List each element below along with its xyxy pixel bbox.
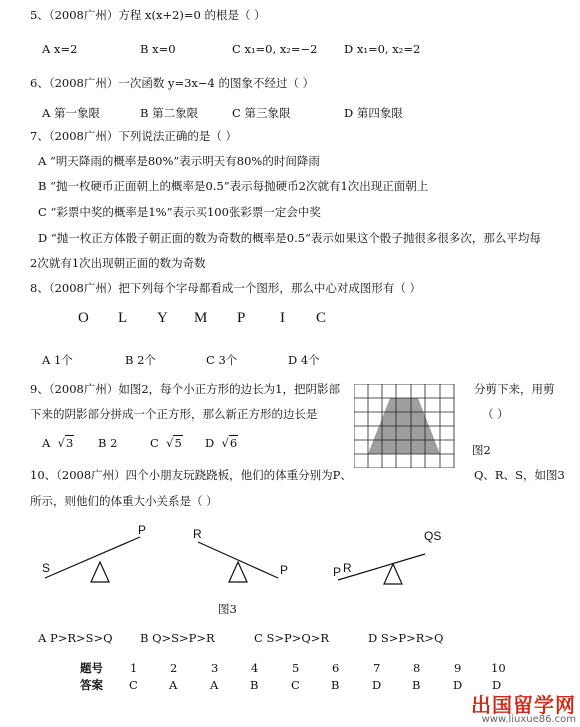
q5-option-d: D x₁=0, x₂=2 [344, 42, 421, 56]
answer-num: 1 [130, 661, 138, 675]
q8-option-d: D 4个 [288, 353, 320, 367]
answer-num: 7 [373, 661, 381, 675]
seesaw-2-fulcrum [229, 562, 247, 582]
seesaw-3-right-label: QS [424, 529, 442, 543]
seesaw-1-plank [45, 537, 140, 578]
q6-option-c: C 第三象限 [232, 106, 291, 120]
answer-value: A [210, 678, 219, 692]
q7-option-a: A “明天降雨的概率是80%”表示明天有80%的时间降雨 [38, 154, 320, 168]
seesaw-1-left-label: S [42, 561, 51, 575]
q9-option-d [205, 438, 238, 450]
letter-l: L [118, 310, 128, 326]
q9-stem-line2: 下来的阴影部分拼成一个正方形，那么新正方形的边长是 [30, 407, 318, 421]
q7-option-b: B “抛一枚硬币正面朝上的概率是0.5”表示每抛硬币2次就有1次出现正面朝上 [38, 179, 429, 193]
q10-option-b: B Q>S>P>R [140, 631, 215, 645]
seesaw-2-left-label: R [193, 527, 202, 541]
answer-num: 4 [251, 661, 259, 675]
answer-row2-label: 答案 [80, 678, 103, 692]
figure-2-grid [354, 384, 464, 468]
answer-row1-label: 题号 [80, 661, 103, 675]
answer-value: D [492, 678, 502, 692]
watermark-title: 出国留学网 [471, 693, 576, 717]
answer-num: 6 [332, 661, 340, 675]
q6-stem: 6、（2008广州）一次函数 y=3x−4 的图象不经过（ ） [30, 76, 315, 90]
q7-option-d-cont: 2次就有1次出现朝正面的数为奇数 [30, 256, 206, 270]
figure-3-label: 图3 [218, 602, 237, 616]
q7-option-d: D “抛一枚正方体骰子朝正面的数为奇数的概率是0.5“表示如果这个骰子抛很多很多次，那么平均每 [38, 231, 541, 245]
seesaw-2-plank [198, 542, 278, 578]
q9-option-c [150, 438, 183, 450]
q5-stem: 5、（2008广州）方程 x(x+2)=0 的根是（ ） [30, 8, 266, 22]
answer-value: D [453, 678, 463, 692]
q9-option-a-radicand: 3 [65, 436, 74, 450]
answer-num: 9 [454, 661, 462, 675]
letter-c: C [316, 310, 327, 326]
answer-num: 2 [170, 661, 178, 675]
q9-option-c-radicand: 5 [174, 436, 182, 450]
letter-m: M [194, 310, 208, 326]
q9-stem-line2-tail: （ ） [482, 407, 509, 421]
answer-value: C [291, 678, 300, 692]
answer-num: 5 [292, 661, 300, 675]
seesaw-3-fulcrum [384, 564, 402, 584]
answer-value: B [250, 678, 259, 692]
q9-option-b: B 2 [98, 436, 118, 450]
q8-option-c: C 3个 [206, 353, 238, 367]
answer-value: C [129, 678, 138, 692]
q10-stem-line2: 所示，则他们的体重大小关系是（ ） [30, 494, 218, 508]
letter-p: P [237, 310, 246, 326]
answer-value: B [331, 678, 340, 692]
seesaw-1-right-label: P [138, 523, 147, 537]
seesaw-1-fulcrum [91, 562, 109, 582]
answer-num: 10 [491, 661, 506, 675]
seesaw-3-label-r: R [343, 561, 352, 575]
answer-value: A [169, 678, 178, 692]
q7-stem: 7、（2008广州）下列说法正确的是（ ） [30, 129, 237, 143]
letter-y: Y [157, 310, 168, 326]
answer-num: 3 [211, 661, 219, 675]
q10-option-a: A P>R>S>Q [38, 631, 113, 645]
answer-value: D [372, 678, 382, 692]
q10-stem-line1-tail: Q、R、S，如图3 [474, 468, 565, 482]
q6-option-b: B 第二象限 [140, 106, 199, 120]
q10-option-d: D S>P>R>Q [368, 631, 444, 645]
q6-option-a: A 第一象限 [42, 106, 100, 120]
q9-stem-line1-tail: 分剪下来，用剪 [474, 382, 555, 396]
sqrt-icon: √5 [166, 436, 182, 450]
seesaw-2-right-label: P [280, 563, 289, 577]
q8-option-a: A 1个 [42, 353, 73, 367]
q10-stem-line1: 10、（2008广州）四个小朋友玩跷跷板，他们的体重分别为P、 [30, 468, 352, 482]
q5-option-a: A x=2 [42, 42, 78, 56]
q6-option-d: D 第四象限 [344, 106, 403, 120]
figure-3-seesaws [30, 520, 550, 600]
q9-option-d-radicand: 6 [229, 436, 238, 450]
figure-2-label: 图2 [472, 443, 491, 457]
seesaw-3-label-p: P [333, 565, 342, 579]
answer-value: B [412, 678, 421, 692]
q5-option-b: B x=0 [140, 42, 176, 56]
q9-option-a [42, 438, 74, 450]
q10-option-c: C S>P>Q>R [254, 631, 330, 645]
q9-stem-line1: 9、（2008广州）如图2，每个小正方形的边长为1，把阴影部 [30, 382, 340, 396]
sqrt-icon: √6 [221, 436, 238, 450]
site-watermark [471, 695, 576, 725]
sqrt-icon: √3 [57, 436, 74, 450]
q8-stem: 8、（2008广州）把下列每个字母都看成一个图形，那么中心对成图形有（ ） [30, 281, 421, 295]
q9-option-c-letter: C [150, 436, 159, 450]
q5-option-c: C x₁=0, x₂=−2 [232, 42, 318, 56]
grid-lines [354, 384, 454, 468]
q7-option-c: C “彩票中奖的概率是1%”表示买100张彩票一定会中奖 [38, 205, 321, 219]
letter-o: O [78, 310, 89, 326]
q9-option-a-letter: A [42, 436, 51, 450]
watermark-url: www.liuxue86.com [481, 714, 576, 725]
q8-option-b: B 2个 [125, 353, 156, 367]
letter-i: I [280, 310, 285, 326]
answer-num: 8 [413, 661, 421, 675]
q9-option-d-letter: D [205, 436, 215, 450]
